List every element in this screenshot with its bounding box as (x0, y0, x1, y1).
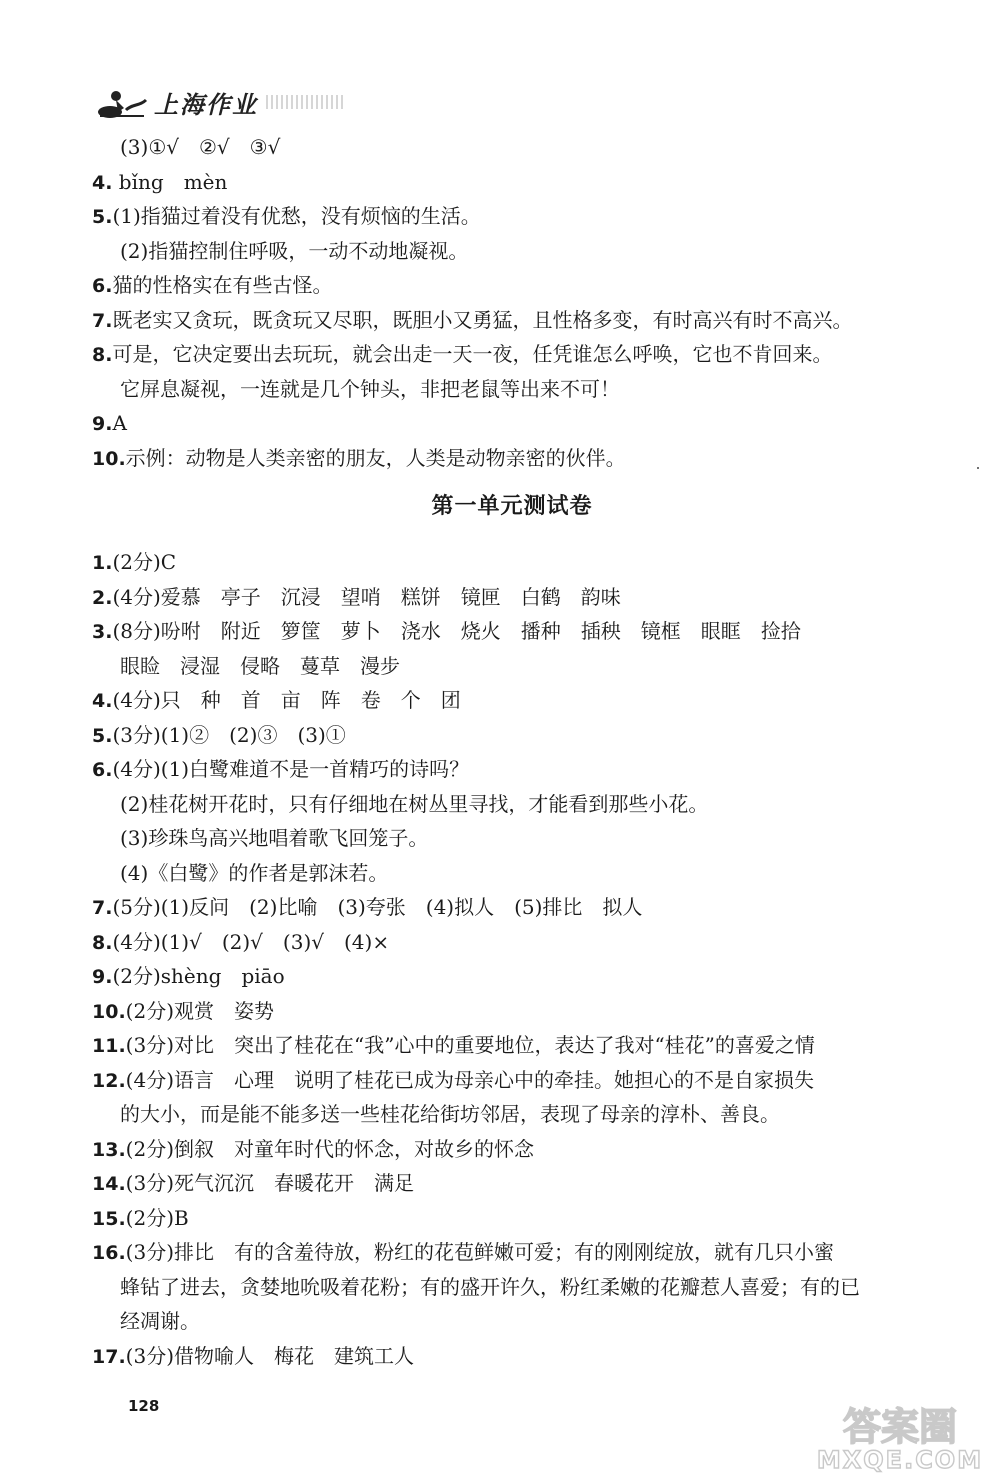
answer-line (92, 268, 932, 303)
question-number: 7. (92, 897, 113, 919)
answer-line (92, 752, 932, 787)
answer-text: (3分)借物喻人 梅花 建筑工人 (125, 1343, 415, 1368)
answer-line (92, 787, 932, 822)
question-number: 16. (92, 1242, 126, 1264)
answer-text: (4分)语言 心理 说明了桂花已成为母亲心中的牵挂。她担心的不是自家损失 (125, 1067, 815, 1092)
question-number: 4. (92, 690, 113, 712)
answer-line (92, 406, 932, 441)
question-number: 5. (92, 724, 113, 747)
question-number: 3. (92, 621, 113, 643)
unit-test-answers (92, 545, 932, 1373)
question-number: 8. (92, 931, 113, 954)
answer-line (92, 130, 932, 165)
answer-line (92, 890, 932, 925)
answer-line (92, 856, 932, 891)
logo-title: 上海作业 (154, 90, 258, 119)
answer-text: (2)指猫控制住呼吸，一动不动地凝视。 (120, 238, 469, 263)
answer-line (92, 925, 932, 960)
watermark-top-text: 答案圈 (842, 1405, 958, 1449)
answer-text: (4)《白鹭》的作者是郭沫若。 (120, 860, 389, 885)
answer-text: 可是，它决定要出去玩玩，就会出走一天一夜，任凭谁怎么呼唤，它也不肯回来。 (112, 342, 833, 366)
answer-text: 眼睑 浸湿 侵略 蔓草 漫步 (120, 653, 400, 678)
answer-line (92, 372, 932, 407)
question-number: 6. (92, 275, 113, 297)
question-number: 9. (92, 413, 113, 435)
answer-text: (3分)(1)② (2)③ (3)① (112, 722, 346, 747)
answer-text: A (112, 411, 127, 435)
question-number: 15. (92, 1207, 126, 1230)
question-number: 2. (92, 586, 113, 609)
answers-continued (92, 130, 932, 475)
answer-text: bǐng mèn (112, 169, 228, 194)
page-header (96, 78, 346, 126)
answer-line (92, 199, 932, 234)
answer-text: 示例：动物是人类亲密的朋友，人类是动物亲密的伙伴。 (125, 445, 626, 470)
answer-text: (2)桂花树开花时，只有仔细地在树丛里寻找，才能看到那些小花。 (120, 791, 709, 816)
logo-decoration (266, 95, 346, 109)
question-number: 9. (92, 966, 113, 988)
answer-line (92, 580, 932, 615)
section-title: 第一单元测试卷 (431, 494, 593, 519)
answer-line (92, 165, 932, 200)
answer-text: 猫的性格实在有些古怪。 (112, 273, 333, 297)
answer-text: 的大小，而是能不能多送一些桂花给街坊邻居，表现了母亲的淳朴、善良。 (120, 1102, 780, 1126)
answer-text: (1)指猫过着没有优愁，没有烦恼的生活。 (112, 204, 481, 228)
answer-line (92, 1166, 932, 1201)
question-number: 14. (92, 1173, 126, 1195)
watermark-logo (808, 1400, 992, 1474)
question-number: 6. (92, 759, 113, 781)
answer-content (92, 130, 932, 1373)
answer-text: (4分)(1)白鹭难道不是一首精巧的诗吗？ (112, 757, 470, 781)
answer-text: 蜂钻了进去，贪婪地吮吸着花粉；有的盛开许久，粉红柔嫩的花瓣惹人喜爱；有的已 (120, 1274, 860, 1299)
answer-text: (2分)倒叙 对童年时代的怀念，对故乡的怀念 (125, 1136, 535, 1161)
answer-text: (3)珍珠鸟高兴地唱着歌飞回笼子。 (120, 826, 429, 850)
answer-line (92, 718, 932, 753)
logo-figure-icon (96, 82, 152, 122)
answer-line (92, 1235, 932, 1270)
page-number: 128 (128, 1397, 160, 1415)
answer-text: 经凋谢。 (120, 1309, 200, 1333)
answer-line (92, 994, 932, 1029)
answer-text: (2分)B (125, 1205, 189, 1230)
watermark-bottom-text: MXQE.COM (816, 1446, 984, 1474)
answer-line (92, 1028, 932, 1063)
question-number: 8. (92, 344, 113, 366)
question-number: 10. (92, 1000, 126, 1023)
answer-text: 它屏息凝视，一连就是几个钟头，非把老鼠等出来不可！ (120, 376, 620, 401)
answer-line (92, 649, 932, 684)
answer-text: (4分)只 种 首 亩 阵 卷 个 团 (112, 688, 461, 712)
question-number: 10. (92, 447, 126, 470)
answer-line (92, 1339, 932, 1374)
question-number: 12. (92, 1069, 126, 1092)
question-number: 4. (92, 171, 113, 194)
answer-line (92, 614, 932, 649)
answer-line (92, 959, 932, 994)
answer-text: (8分)吩咐 附近 箩筐 萝卜 浇水 烧火 播种 插秧 镜框 眼眶 捡拾 (112, 619, 801, 643)
answer-text: 既老实又贪玩，既贪玩又尽职，既胆小又勇猛，且性格多变，有时高兴有时不高兴。 (112, 307, 853, 332)
question-number: 13. (92, 1138, 126, 1161)
answer-line (92, 1132, 932, 1167)
question-number: 1. (92, 552, 113, 574)
answer-line (92, 441, 932, 476)
answer-line (92, 683, 932, 718)
answer-line (92, 303, 932, 338)
answer-line (92, 1270, 932, 1305)
answer-text: (2分)shèng piāo (112, 964, 285, 988)
answer-line (92, 234, 932, 269)
answer-text: (4分)爱慕 亭子 沉浸 望哨 糕饼 镜匣 白鹤 韵味 (112, 584, 621, 609)
scan-speck (977, 467, 979, 469)
answer-text: (4分)(1)√ (2)√ (3)√ (4)× (112, 929, 390, 954)
question-number: 17. (92, 1345, 126, 1368)
question-number: 11. (92, 1035, 126, 1057)
answer-text: (2分)观赏 姿势 (125, 998, 275, 1023)
question-number: 5. (92, 206, 113, 228)
question-number: 7. (92, 309, 113, 332)
answer-line (92, 1063, 932, 1098)
answer-line (92, 821, 932, 856)
answer-text: (2分)C (112, 550, 177, 574)
answer-text: (3分)死气沉沉 春暖花开 满足 (125, 1171, 415, 1195)
answer-line (92, 1201, 932, 1236)
answer-text: (3)①√ ②√ ③√ (120, 135, 281, 159)
answer-line (92, 337, 932, 372)
answer-text: (3分)对比 突出了桂花在“我”心中的重要地位，表达了我对“桂花”的喜爱之情 (125, 1033, 815, 1057)
answer-text: (5分)(1)反问 (2)比喻 (3)夸张 (4)拟人 (5)排比 拟人 (112, 895, 643, 919)
answer-line (92, 1304, 932, 1339)
answer-text: (3分)排比 有的含羞待放，粉红的花苞鲜嫩可爱；有的刚刚绽放，就有几只小蜜 (125, 1240, 835, 1264)
answer-line (92, 1097, 932, 1132)
answer-line (92, 545, 932, 580)
